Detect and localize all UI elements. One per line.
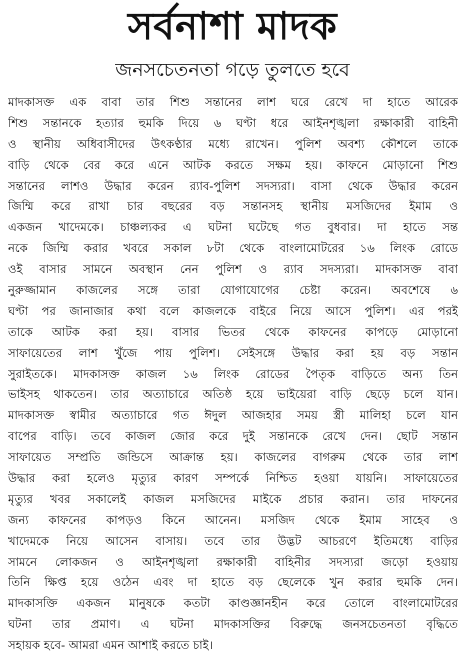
article-line: সহায়ক হবে- আমরা এমন আশাই করতে চাই। — [8, 638, 213, 653]
article-line: নুরুজ্জামান কাজলের সঙ্গে তারা যোগাযোগের চেষ্টা করেন। অবশেষে ৬ — [8, 283, 458, 298]
article-line: সুরাইতকে। মাদকাসক্ত কাজল ১৬ লিংক রোডের পৈতৃক বাড়িতে অন্য তিন — [8, 366, 458, 381]
article-line: ও স্থানীয় অধিবাসীদের উৎকণ্ঠার মধ্যে রাখেন। পুলিশ অবশ্য কৌশলে তাকে — [8, 136, 458, 151]
article-line: বাপের বাড়ি। তবে কাজল জোর করে দুই সন্তানকে রেখে দেন। ছোট সন্তান — [8, 429, 458, 444]
article-line: মাদকাসক্ত এক বাবা তার শিশু সন্তানের লাশ ঘরে রেখে দা হাতে আরেক — [8, 95, 458, 109]
subheadline: জনসচেতনতা গড়ে তুলতে হবে — [115, 59, 350, 81]
article-body — [8, 92, 458, 656]
article-line: সামনে লোকজন ও আইনশৃঙ্খলা রক্ষাকারী বাহিনীর সদস্যরা জড়ো হওয়ায় — [8, 554, 458, 569]
article-line: সন্তানের লাশও উদ্ধার করেন র‌্যাব-পুলিশ সদস্যরা। বাসা থেকে উদ্ধার করেন — [8, 178, 458, 193]
article-line: জন্য কাফনের কাপড়ও কিনে আনেন। মসজিদ থেকে ইমাম সাহেব ও — [8, 512, 458, 527]
article-line: খাদেমকে নিয়ে আসেন বাসায়। তবে তার উদ্ভট আচরণে ইতিমধ্যে বাড়ির — [8, 533, 458, 548]
article-line: সাফায়েত সম্প্রতি জন্ডিসে আক্রান্ত হয়। কাজলের বাগরুম থেকে তার লাশ — [8, 450, 458, 465]
article-line: ভাইসহ থাকতেন। তার অত্যাচারে অতিষ্ঠ হয়ে ভাইয়েরা বাড়ি ছেড়ে চলে যান। — [8, 387, 458, 402]
article-line: বাড়ি থেকে বের করে এনে আটক করতে সক্ষম হয়। কাফনে মোড়ানো শিশু — [8, 157, 458, 172]
article-line: ঘণ্টা পর জানাজার কথা বলে কাজলকে বাইরে নিয়ে আসে পুলিশ। এর পরই — [8, 303, 458, 318]
article-line: সাফায়েতের লাশ খুঁজে পায় পুলিশ। সেইসঙ্গে উদ্ধার করা হয় বড় সন্তান — [8, 345, 458, 360]
article-line: মাদকাসক্তি একজন মানুষকে কতটা কাণ্ডজ্ঞানহীন করে তোলে বাংলামোটরের — [8, 596, 458, 611]
article-line: নকে জিম্মি করার খবরে সকাল ৮টা থেকে বাংলামোটরের ১৬ লিংক রোডে — [8, 241, 458, 256]
article-line: উদ্ধার করা হলেও মৃত্যুর কারণ সম্পর্কে নিশ্চিত হওয়া যায়নি। সাফায়েতের — [8, 471, 458, 486]
article-line: শিশু সন্তানকে হত্যার হুমকি দিয়ে ৬ ঘণ্টা ধরে আইনশৃঙ্খলা রক্ষাকারী বাহিনী — [8, 115, 458, 130]
article-line: মাদকাসক্ত স্বামীর অত্যাচারে গত ঈদুল আজহার সময় স্ত্রী মালিহা চলে যান — [8, 408, 458, 423]
headline: সর্বনাশা মাদক — [127, 4, 338, 48]
article-line: মৃত্যুর খবর সকালেই কাজল মসজিদের মাইকে প্রচার করান। তার দাফনের — [8, 491, 458, 506]
article-line: তাকে আটক করা হয়। বাসার ভিতর থেকে কাফনের কাপড়ে মোড়ানো — [8, 324, 458, 339]
article-line: ঘটনা তার প্রমাণ। এ ঘটনা মাদকাসক্তির বিরুদ্ধে জনসচেতনতা বৃদ্ধিতে — [8, 617, 458, 632]
article-line: ওই বাসার সামনে অবস্থান নেন পুলিশ ও র‌্যাব সদস্যরা। মাদকাসক্ত বাবা — [8, 262, 458, 277]
article-line: তিনি ক্ষিপ্ত হয়ে ওঠেন এবং দা হাতে বড় ছেলেকে খুন করার হুমকি দেন। — [8, 575, 458, 590]
article-line: জিম্মি করে রাখা চার বছরের বড় সন্তানসহ স্থানীয় মসজিদের ইমাম ও — [8, 199, 458, 214]
article-line: একজন খাদেমকে। চাঞ্চল্যকর এ ঘটনা ঘটেছে গত বুধবার। দা হাতে সন্ত — [8, 220, 458, 235]
